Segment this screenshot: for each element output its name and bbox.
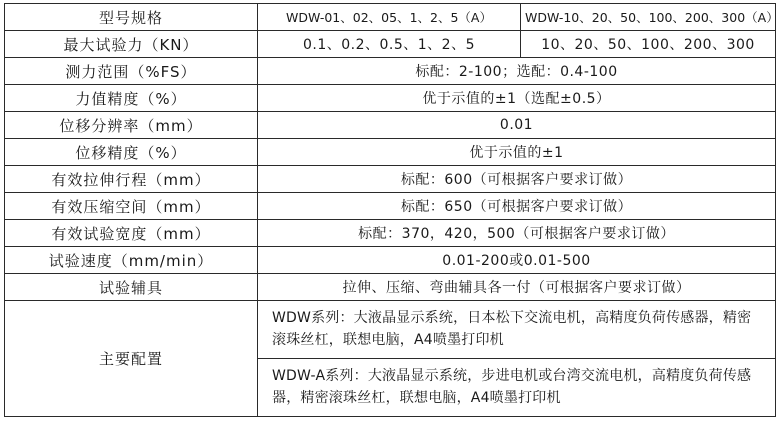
- row-label: 型号规格: [5, 4, 258, 31]
- spec-table: [4, 3, 779, 417]
- row-label: 测力范围（%FS）: [5, 58, 258, 85]
- cell-value: 0.01-200或0.01-500: [258, 247, 776, 274]
- row-label: 试验速度（mm/min）: [5, 247, 258, 274]
- table-row: [5, 58, 776, 85]
- table-row: [5, 85, 776, 112]
- cell-value: WDW-10、20、50、100、200、300（A）: [521, 4, 776, 31]
- row-label: 有效拉伸行程（mm）: [5, 166, 258, 193]
- table-row: [5, 247, 776, 274]
- row-label-config: 主要配置: [5, 301, 258, 417]
- cell-value: 10、20、50、100、200、300: [521, 31, 776, 58]
- table-row: [5, 31, 776, 58]
- cell-value: WDW-01、02、05、1、2、5（A）: [258, 4, 521, 31]
- row-label: 最大试验力（KN）: [5, 31, 258, 58]
- cell-value: 标配：2-100；选配：0.4-100: [258, 58, 776, 85]
- row-label: 力值精度（%）: [5, 85, 258, 112]
- cell-value: 拉伸、压缩、弯曲辅具各一付（可根据客户要求订做）: [258, 274, 776, 301]
- row-label: 位移精度（%）: [5, 139, 258, 166]
- cell-value: 优于示值的±1（选配±0.5）: [258, 85, 776, 112]
- row-label: 有效试验宽度（mm）: [5, 220, 258, 247]
- cell-value: 标配：650（可根据客户要求订做）: [258, 193, 776, 220]
- table-row: [5, 166, 776, 193]
- row-label: 试验辅具: [5, 274, 258, 301]
- table-row: [5, 193, 776, 220]
- cell-value: 标配：600（可根据客户要求订做）: [258, 166, 776, 193]
- table-row: [5, 4, 776, 31]
- cell-value: 0.01: [258, 112, 776, 139]
- table-row: [5, 112, 776, 139]
- table-row: [5, 274, 776, 301]
- table-row: [5, 301, 776, 359]
- table-row: [5, 220, 776, 247]
- cell-value: 标配：370，420，500（可根据客户要求订做）: [258, 220, 776, 247]
- cell-value: 优于示值的±1: [258, 139, 776, 166]
- row-label: 有效压缩空间（mm）: [5, 193, 258, 220]
- config-item: WDW-A系列：大液晶显示系统，步进电机或台湾交流电机，高精度负荷传感器，精密滚珠丝杠，联想电脑，A4喷墨打印机: [258, 359, 776, 417]
- row-label: 位移分辨率（mm）: [5, 112, 258, 139]
- config-item: WDW系列：大液晶显示系统，日本松下交流电机，高精度负荷传感器，精密滚珠丝杠，联想电脑，A4喷墨打印机: [258, 301, 776, 359]
- table-row: [5, 139, 776, 166]
- cell-value: 0.1、0.2、0.5、1、2、5: [258, 31, 521, 58]
